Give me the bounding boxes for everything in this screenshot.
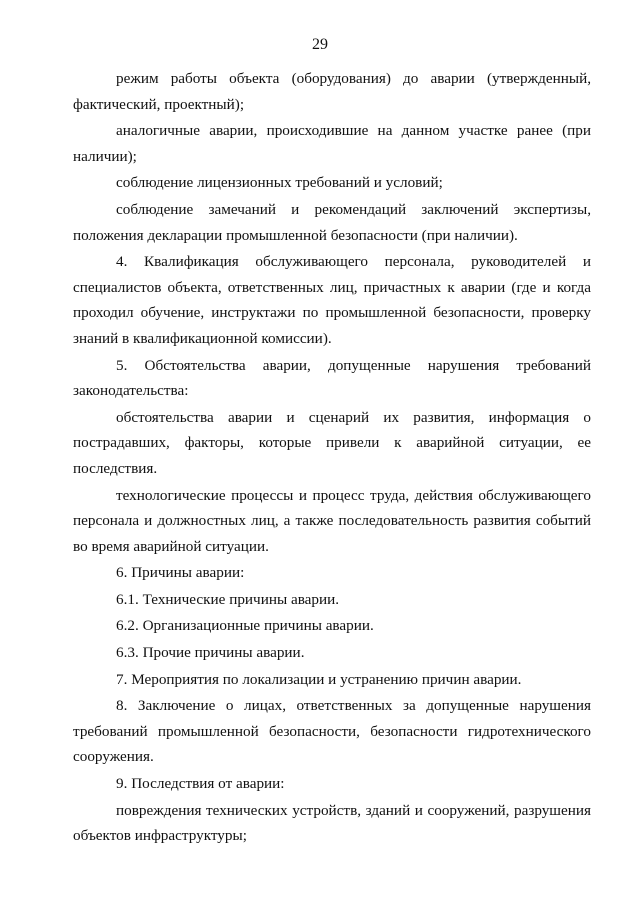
paragraph-section-9-consequences: 9. Последствия от аварии: [116, 775, 285, 793]
paragraph-section-8-conclusion: 8. Заключение о лицах, ответственных за допущенные нарушения требований промышленной безопасности, безопасности гидротехнического сооружения. [73, 697, 591, 766]
paragraph-similar-accidents: аналогичные аварии, происходившие на данном участке ранее (при наличии); [73, 122, 591, 165]
paragraph-section-4-qualification: 4. Квалификация обслуживающего персонала, руководителей и специалистов объекта, ответственных лиц, причастных к аварии (где и когда проходил обучение, инструктажи по промышленной безопасности, проверку знаний в квалификационной комиссии). [73, 253, 591, 347]
paragraph-section-6-1: 6.1. Технические причины аварии. [116, 590, 340, 608]
document-body [73, 66, 591, 850]
page-number: 29 [312, 36, 328, 53]
paragraph-section-6-3: 6.3. Прочие причины аварии. [116, 644, 305, 662]
paragraph-section-6-2: 6.2. Организационные причины аварии. [116, 617, 374, 635]
paragraph-section-5-circumstances: 5. Обстоятельства аварии, допущенные нарушения требований законодательства: [73, 356, 591, 400]
paragraph-accident-circumstances: обстоятельства аварии и сценарий их развития, информация о пострадавших, факторы, которые привели к аварийной ситуации, ее последствия. [73, 408, 591, 477]
paragraph-technological-processes: технологические процессы и процесс труда, действия обслуживающего персонала и должностных лиц, а также последовательность развития событий во время аварийной ситуации. [73, 486, 591, 555]
paragraph-operating-mode: режим работы объекта (оборудования) до аварии (утвержденный, фактический, проектный); [73, 70, 591, 113]
paragraph-section-7-measures: 7. Мероприятия по локализации и устранению причин аварии. [116, 670, 522, 688]
paragraph-damage: повреждения технических устройств, зданий и сооружений, разрушения объектов инфраструктуры; [73, 801, 591, 845]
paragraph-section-6-causes: 6. Причины аварии: [116, 564, 245, 582]
paragraph-expert-recommendations: соблюдение замечаний и рекомендаций заключений экспертизы, положения декларации промышленной безопасности (при наличии). [73, 200, 591, 244]
paragraph-license-requirements: соблюдение лицензионных требований и условий; [116, 174, 443, 192]
